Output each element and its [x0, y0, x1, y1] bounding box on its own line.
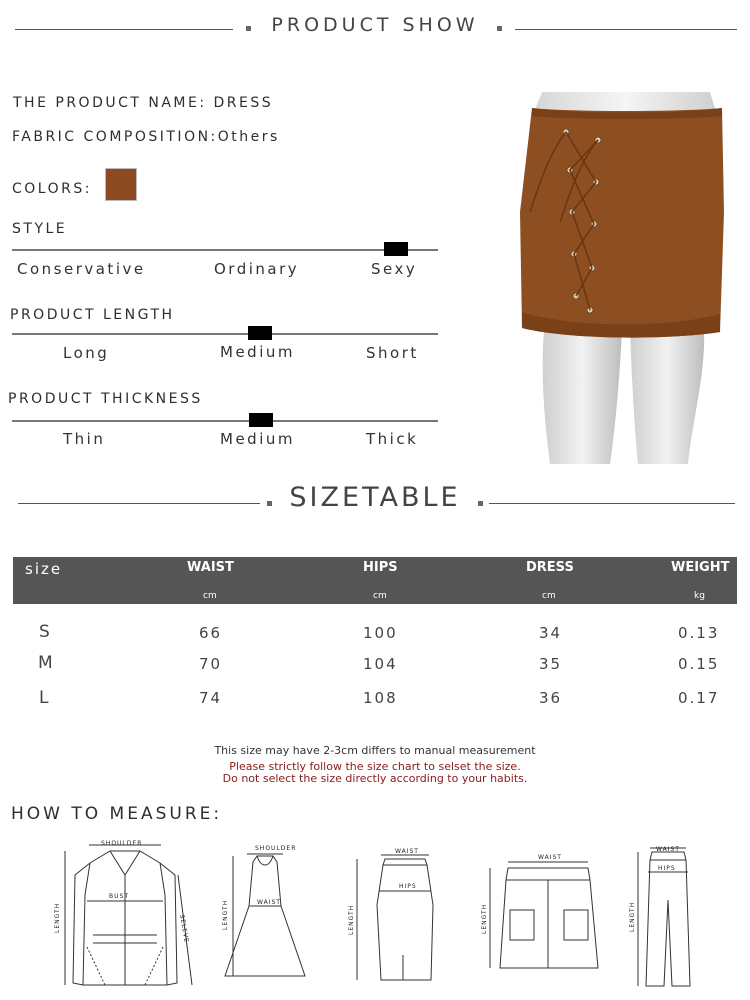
sizetable-rule-right — [489, 503, 735, 504]
label-waist: WAIST — [395, 848, 419, 855]
cell-hips: 104 — [363, 655, 398, 673]
sizetable-bullet-right — [478, 501, 483, 506]
header-rule-right — [515, 29, 737, 30]
length-option-short: Short — [366, 344, 419, 362]
how-to-measure-title: HOW TO MEASURE: — [11, 804, 223, 824]
product-name: THE PRODUCT NAME: DRESS — [13, 95, 274, 111]
color-swatch[interactable] — [105, 168, 137, 201]
colors-label: COLORS: — [12, 181, 92, 197]
dress-measure-figure — [215, 840, 315, 990]
header-waist: WAIST — [187, 560, 234, 575]
jacket-measure-figure — [45, 835, 205, 995]
label-waist: WAIST — [257, 899, 281, 906]
cell-size: S — [39, 622, 52, 642]
header-bullet-right — [497, 26, 502, 31]
cell-hips: 108 — [363, 689, 398, 707]
cell-weight: 0.13 — [678, 624, 720, 642]
header-size: size — [25, 560, 63, 578]
length-scale-marker — [248, 326, 272, 340]
cell-waist: 66 — [199, 624, 223, 642]
header-waist-unit: cm — [203, 591, 217, 601]
cell-waist: 70 — [199, 655, 223, 673]
thickness-scale-marker — [249, 413, 273, 427]
note-follow-chart: Please strictly follow the size chart to selset the size. — [229, 760, 521, 773]
label-length: LENGTH — [222, 899, 229, 930]
header-weight-unit: kg — [694, 591, 705, 601]
thickness-option-thick: Thick — [366, 430, 419, 448]
cell-size: M — [38, 653, 55, 673]
style-scale-marker — [384, 242, 408, 256]
length-label: PRODUCT LENGTH — [10, 307, 175, 323]
label-length: LENGTH — [54, 902, 61, 933]
length-option-medium: Medium — [220, 343, 295, 361]
mini-skirt-measure-figure — [478, 850, 618, 990]
thickness-label: PRODUCT THICKNESS — [8, 391, 203, 407]
label-length: LENGTH — [481, 903, 488, 934]
header-dress: DRESS — [526, 560, 574, 575]
label-waist: WAIST — [656, 846, 680, 853]
style-label: STYLE — [12, 221, 68, 237]
sizetable-title: SIZETABLE — [289, 482, 461, 513]
label-hips: HIPS — [399, 883, 417, 890]
cell-dress: 34 — [539, 624, 563, 642]
style-option-ordinary: Ordinary — [214, 260, 300, 278]
length-scale-track — [12, 333, 438, 335]
thickness-option-medium: Medium — [220, 430, 295, 448]
label-bust: BUST — [109, 893, 129, 900]
cell-size: L — [39, 688, 51, 708]
mannequin-left-leg — [543, 330, 622, 464]
cell-hips: 100 — [363, 624, 398, 642]
cell-dress: 35 — [539, 655, 563, 673]
style-option-conservative: Conservative — [17, 260, 146, 278]
cell-weight: 0.17 — [678, 689, 720, 707]
size-table-header — [13, 557, 737, 604]
label-sleeve: SELEVE — [178, 914, 190, 944]
pants-measure-figure — [628, 840, 708, 990]
mannequin-waist — [534, 92, 716, 112]
product-photo — [510, 92, 742, 464]
pencil-skirt-measure-figure — [345, 845, 445, 990]
label-waist: WAIST — [538, 854, 562, 861]
thickness-option-thin: Thin — [63, 430, 106, 448]
cell-dress: 36 — [539, 689, 563, 707]
label-shoulder: SHOULDER — [101, 840, 143, 847]
label-hips: HIPS — [658, 865, 676, 872]
skirt — [520, 108, 724, 338]
cell-weight: 0.15 — [678, 655, 720, 673]
label-length: LENGTH — [629, 901, 636, 932]
mannequin-right-leg — [630, 330, 704, 464]
page-title: PRODUCT SHOW — [271, 14, 479, 36]
label-length: LENGTH — [348, 904, 355, 935]
note-habits: Do not select the size directly according to your habits. — [222, 772, 528, 785]
fabric-composition: FABRIC COMPOSITION:Others — [12, 129, 280, 145]
cell-waist: 74 — [199, 689, 223, 707]
length-option-long: Long — [63, 344, 110, 362]
style-option-sexy: Sexy — [371, 260, 418, 278]
header-weight: WEIGHT — [671, 560, 730, 575]
label-shoulder: SHOULDER — [255, 845, 297, 852]
note-measurement: This size may have 2-3cm differs to manual measurement — [214, 744, 536, 757]
header-hips-unit: cm — [373, 591, 387, 601]
header-hips: HIPS — [363, 560, 398, 575]
style-scale-track — [12, 249, 438, 251]
header-dress-unit: cm — [542, 591, 556, 601]
thickness-scale-track — [12, 420, 438, 422]
